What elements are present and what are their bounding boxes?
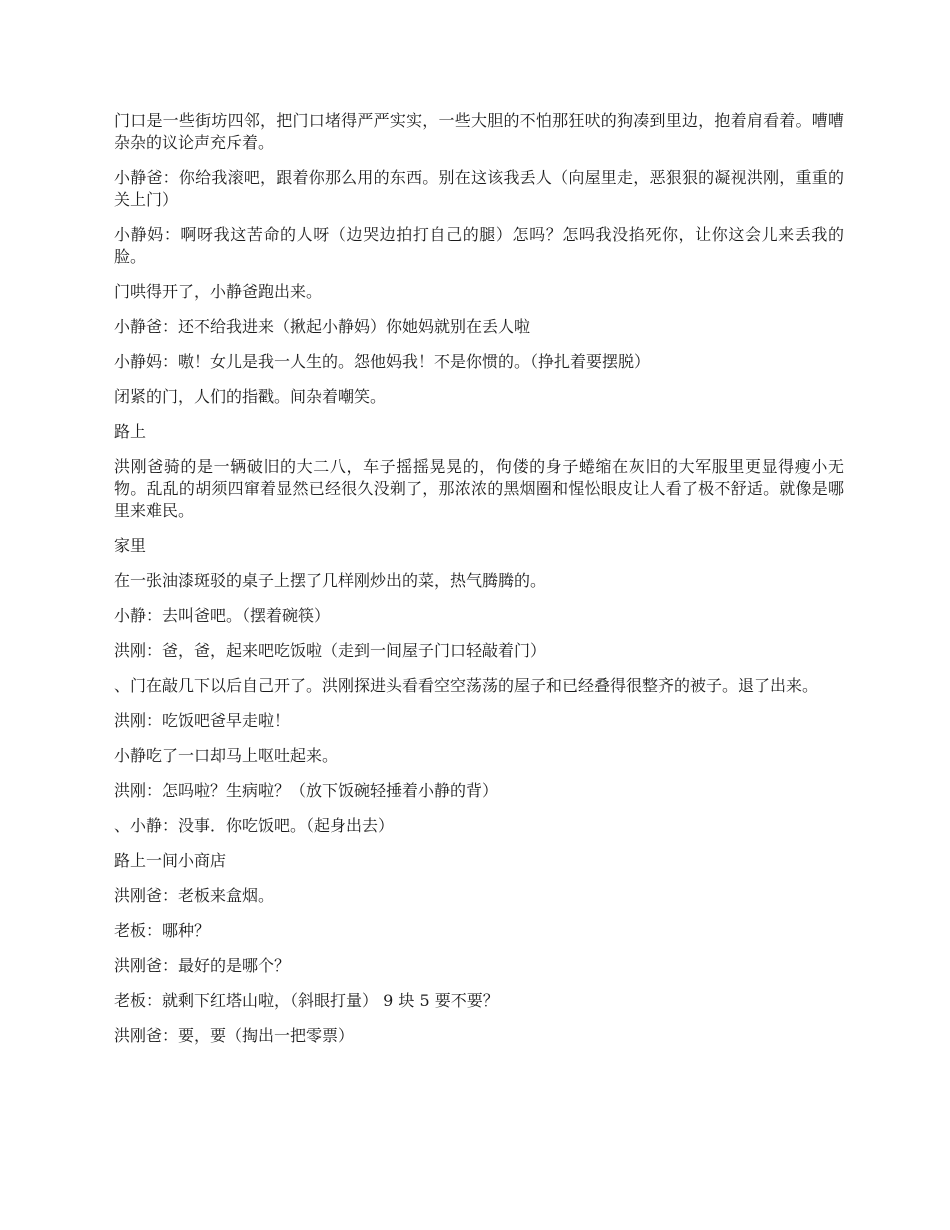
scene-heading-shop: 路上一间小商店 [114,851,227,870]
paragraph-2: 小静爸：你给我滚吧，跟着你那么用的东西。别在这该我丢人（向屋里走，恶狠狠的凝视洪刚，重重的关上门） [114,168,844,209]
paragraph-7: 闭紧的门，人们的指戳。间杂着嘲笑。 [114,387,387,406]
document-page [114,110,844,1060]
paragraph-13: 洪刚：爸，爸，起来吧吃饭啦（走到一间屋子门口轻敲着门） [114,641,547,660]
paragraph-14: 、门在敲几下以后自己开了。洪刚探进头看看空空荡荡的屋子和已经叠得很整齐的被子。退了出来。 [114,676,819,695]
paragraph-3: 小静妈：啊呀我这苦命的人呀（边哭边拍打自己的腿）怎吗？怎吗我没掐死你，让你这会儿来丢我的脸。 [114,225,844,266]
paragraph-15: 洪刚：吃饭吧爸早走啦！ [114,711,291,730]
scene-heading-home: 家里 [114,536,147,555]
paragraph-9: 洪刚爸骑的是一辆破旧的大二八，车子摇摇晃晃的，佝偻的身子蜷缩在灰旧的大军服里更显得瘦小无物。乱乱的胡须四窜着显然已经很久没剃了，那浓浓的黑烟圈和惺忪眼皮让人看了极不舒适。就像是哪里来难民。 [114,457,844,520]
paragraph-21: 老板：哪种？ [114,921,211,940]
paragraph-5: 小静爸：还不给我进来（揪起小静妈）你她妈就别在丢人啦 [114,317,531,336]
scene-heading-road: 路上 [114,422,147,441]
paragraph-24: 洪刚爸：要，要（掏出一把零票） [114,1026,355,1045]
paragraph-6: 小静妈：嗷！女儿是我一人生的。怨他妈我！不是你惯的。（挣扎着要摆脱） [114,352,651,371]
paragraph-4: 门哄得开了，小静爸跑出来。 [114,282,323,301]
paragraph-22: 洪刚爸：最好的是哪个？ [114,956,291,975]
paragraph-18: 、小静：没事．你吃饭吧。（起身出去） [114,816,395,835]
paragraph-20: 洪刚爸：老板来盒烟。 [114,886,275,905]
paragraph-12: 小静：去叫爸吧。（摆着碗筷） [114,606,331,625]
paragraph-23: 老板：就剩下红塔山啦，（斜眼打量） 9 块 5 要不要？ [114,991,499,1010]
paragraph-16: 小静吃了一口却马上呕吐起来。 [114,746,339,765]
paragraph-1: 门口是一些街坊四邻，把门口堵得严严实实，一些大胆的不怕那狂吠的狗凑到里边，抱着肩看着。嘈嘈杂杂的议论声充斥着。 [114,111,844,152]
paragraph-11: 在一张油漆斑驳的桌子上摆了几样刚炒出的菜，热气腾腾的。 [114,571,547,590]
paragraph-17: 洪刚：怎吗啦？生病啦？（放下饭碗轻捶着小静的背） [114,781,499,800]
